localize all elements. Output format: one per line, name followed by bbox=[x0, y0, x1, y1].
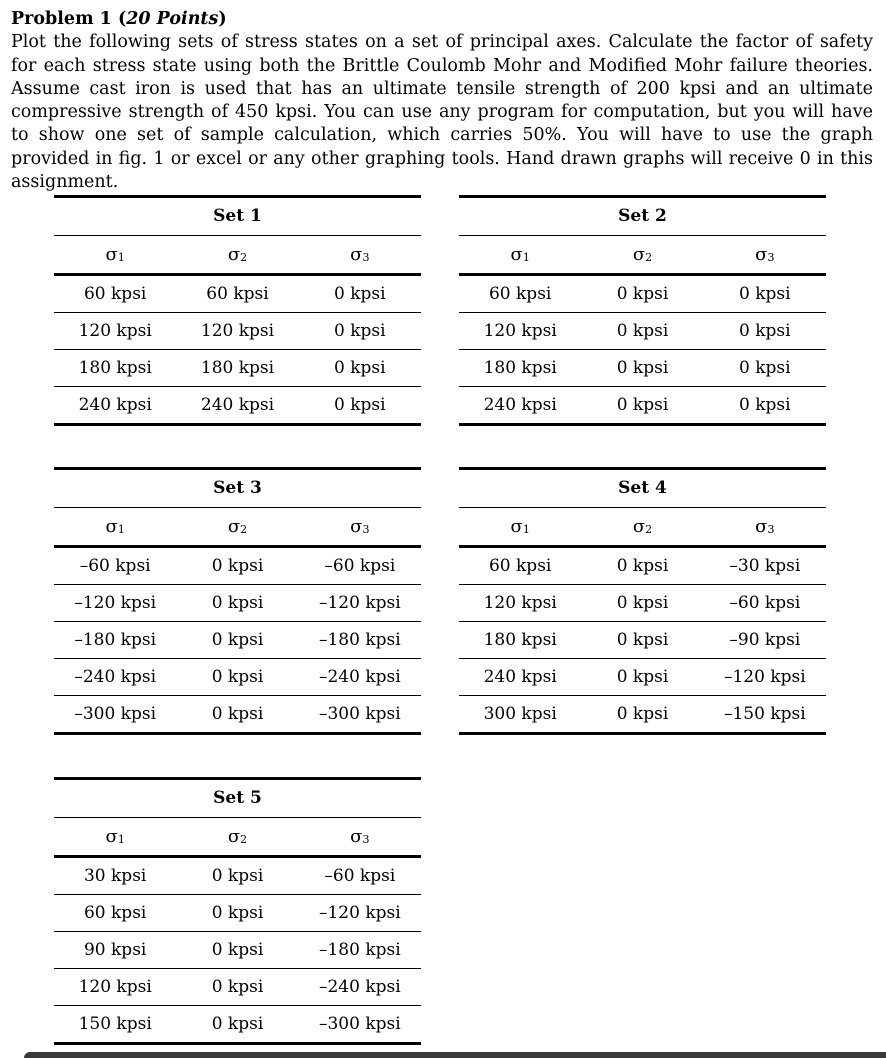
table-cell-sigma-3: 0 kpsi bbox=[334, 284, 386, 304]
column-header-sigma-2 bbox=[176, 244, 298, 265]
sigma-symbol: σ bbox=[632, 244, 646, 265]
column-header-sigma-2 bbox=[581, 244, 703, 265]
stress-table-set-4 bbox=[459, 467, 826, 735]
table-row bbox=[54, 696, 421, 732]
table-cell-sigma-1: 300 kpsi bbox=[483, 704, 557, 724]
table-cell-sigma-3: –180 kpsi bbox=[318, 940, 401, 960]
table-cell-sigma-3: –240 kpsi bbox=[318, 977, 401, 997]
sigma-subscript: 3 bbox=[362, 833, 370, 846]
table-bottom-rule bbox=[459, 423, 826, 426]
table-cell-sigma-1: 90 kpsi bbox=[83, 940, 147, 960]
column-header-sigma-3 bbox=[299, 826, 421, 847]
table-cell-sigma-3: –240 kpsi bbox=[318, 667, 401, 687]
set-title: Set 4 bbox=[618, 478, 667, 498]
sigma-subscript: 2 bbox=[240, 833, 248, 846]
sigma-subscript: 3 bbox=[767, 251, 775, 264]
table-cell-sigma-3: 0 kpsi bbox=[334, 321, 386, 341]
table-cell-sigma-1: 240 kpsi bbox=[483, 667, 557, 687]
table-header-row bbox=[459, 236, 826, 273]
table-cell-sigma-3: 0 kpsi bbox=[334, 358, 386, 378]
set-title: Set 3 bbox=[213, 478, 262, 498]
problem-heading bbox=[11, 8, 873, 31]
table-cell-sigma-1: 120 kpsi bbox=[483, 321, 557, 341]
set-title: Set 1 bbox=[213, 206, 262, 226]
table-cell-sigma-1: 240 kpsi bbox=[78, 395, 152, 415]
sigma-symbol: σ bbox=[350, 826, 363, 847]
problem-title: Problem 1 ( bbox=[11, 9, 127, 29]
table-cell-sigma-3: –300 kpsi bbox=[318, 1014, 401, 1034]
column-header-sigma-3 bbox=[704, 244, 826, 265]
sigma-subscript: 3 bbox=[362, 251, 370, 264]
table-row bbox=[459, 659, 826, 695]
table-cell-sigma-2: 240 kpsi bbox=[200, 395, 275, 415]
sigma-symbol: σ bbox=[105, 244, 118, 265]
sigma-symbol: σ bbox=[510, 516, 523, 537]
table-row bbox=[54, 622, 421, 658]
sigma-symbol: σ bbox=[227, 244, 241, 265]
table-row bbox=[54, 659, 421, 695]
column-header-sigma-2 bbox=[176, 516, 298, 537]
sigma-symbol: σ bbox=[510, 244, 523, 265]
table-cell-sigma-2: 0 kpsi bbox=[616, 704, 669, 724]
table-row bbox=[459, 585, 826, 621]
table-cell-sigma-2: 0 kpsi bbox=[616, 321, 669, 341]
table-cell-sigma-1: –120 kpsi bbox=[74, 593, 157, 613]
table-row bbox=[54, 932, 421, 968]
sigma-subscript: 2 bbox=[240, 251, 248, 264]
table-row bbox=[459, 350, 826, 386]
table-row bbox=[54, 548, 421, 584]
table-cell-sigma-3: –120 kpsi bbox=[318, 593, 401, 613]
table-cell-sigma-3: –120 kpsi bbox=[318, 903, 401, 923]
problem-statement bbox=[11, 8, 873, 194]
table-cell-sigma-1: 60 kpsi bbox=[488, 284, 552, 304]
table-cell-sigma-1: 180 kpsi bbox=[483, 630, 557, 650]
sigma-subscript: 1 bbox=[522, 523, 530, 536]
table-row bbox=[459, 548, 826, 584]
table-row bbox=[54, 276, 421, 312]
table-cell-sigma-1: 240 kpsi bbox=[483, 395, 557, 415]
table-cell-sigma-1: –240 kpsi bbox=[74, 667, 157, 687]
set-title: Set 2 bbox=[618, 206, 667, 226]
table-cell-sigma-1: 60 kpsi bbox=[83, 284, 147, 304]
table-row bbox=[54, 350, 421, 386]
table-cell-sigma-1: –300 kpsi bbox=[74, 704, 157, 724]
sigma-symbol: σ bbox=[227, 826, 241, 847]
sigma-subscript: 2 bbox=[645, 251, 653, 264]
stress-table-set-2 bbox=[459, 195, 826, 426]
sigma-subscript: 1 bbox=[117, 833, 125, 846]
sigma-symbol: σ bbox=[350, 244, 363, 265]
column-header-sigma-2 bbox=[581, 516, 703, 537]
table-cell-sigma-3: 0 kpsi bbox=[739, 321, 791, 341]
table-cell-sigma-2: 0 kpsi bbox=[616, 395, 669, 415]
column-header-sigma-3 bbox=[299, 516, 421, 537]
table-header-row bbox=[54, 818, 421, 855]
table-cell-sigma-2: 0 kpsi bbox=[616, 358, 669, 378]
table-cell-sigma-1: –180 kpsi bbox=[74, 630, 157, 650]
table-cell-sigma-2: 0 kpsi bbox=[211, 866, 264, 886]
table-cell-sigma-2: 0 kpsi bbox=[616, 630, 669, 650]
table-cell-sigma-3: 0 kpsi bbox=[739, 395, 791, 415]
column-header-sigma-3 bbox=[299, 244, 421, 265]
sigma-symbol: σ bbox=[350, 516, 363, 537]
sigma-subscript: 2 bbox=[645, 523, 653, 536]
table-row bbox=[459, 276, 826, 312]
table-cell-sigma-2: 0 kpsi bbox=[211, 593, 264, 613]
table-cell-sigma-2: 180 kpsi bbox=[200, 358, 275, 378]
problem-body: Plot the following sets of stress states on a set of principal axes. Calculate the factor of safety for each stress state using both the Brittle Coulomb Mohr and Modified Mohr failure theories. Assume cast iron is used that has an ultimate tensile strength of 200 kpsi and an ultimate compressive strength of 450 kpsi. You can use any program for computation, but you will have to show one set of sample calculation, which carries 50%. You will have to use the graph provided in fig. 1 or excel or any other graphing tools. Hand drawn graphs will receive 0 in this assignment. bbox=[11, 32, 873, 193]
table-cell-sigma-3: –300 kpsi bbox=[318, 704, 401, 724]
table-cell-sigma-3: –30 kpsi bbox=[729, 556, 801, 576]
table-cell-sigma-2: 0 kpsi bbox=[211, 630, 264, 650]
stress-table-set-1 bbox=[54, 195, 421, 426]
table-cell-sigma-3: –60 kpsi bbox=[324, 866, 396, 886]
table-cell-sigma-1: 120 kpsi bbox=[78, 321, 152, 341]
problem-points: 20 Points bbox=[126, 9, 219, 29]
sigma-subscript: 1 bbox=[117, 523, 125, 536]
sigma-subscript: 1 bbox=[522, 251, 530, 264]
scrollbar[interactable] bbox=[24, 1052, 886, 1058]
table-cell-sigma-1: 120 kpsi bbox=[78, 977, 152, 997]
table-row bbox=[54, 858, 421, 894]
sigma-symbol: σ bbox=[632, 516, 646, 537]
table-cell-sigma-1: 60 kpsi bbox=[83, 903, 147, 923]
table-cell-sigma-2: 0 kpsi bbox=[616, 284, 669, 304]
table-header-row bbox=[54, 508, 421, 545]
table-cell-sigma-3: –180 kpsi bbox=[318, 630, 401, 650]
sigma-symbol: σ bbox=[755, 516, 768, 537]
table-row bbox=[54, 1006, 421, 1042]
table-cell-sigma-1: 150 kpsi bbox=[78, 1014, 152, 1034]
table-row bbox=[54, 585, 421, 621]
table-cell-sigma-2: 0 kpsi bbox=[616, 667, 669, 687]
table-cell-sigma-1: 60 kpsi bbox=[488, 556, 552, 576]
column-header-sigma-1 bbox=[459, 516, 581, 537]
column-header-sigma-1 bbox=[54, 826, 176, 847]
table-cell-sigma-3: 0 kpsi bbox=[334, 395, 386, 415]
table-cell-sigma-2: 60 kpsi bbox=[206, 284, 269, 304]
table-cell-sigma-2: 0 kpsi bbox=[616, 556, 669, 576]
table-cell-sigma-1: 30 kpsi bbox=[83, 866, 147, 886]
table-cell-sigma-2: 120 kpsi bbox=[200, 321, 275, 341]
table-cell-sigma-3: –60 kpsi bbox=[324, 556, 396, 576]
table-cell-sigma-2: 0 kpsi bbox=[211, 940, 264, 960]
column-header-sigma-1 bbox=[54, 244, 176, 265]
table-row bbox=[459, 696, 826, 732]
table-row bbox=[459, 387, 826, 423]
table-cell-sigma-2: 0 kpsi bbox=[211, 977, 264, 997]
table-row bbox=[54, 969, 421, 1005]
sigma-symbol: σ bbox=[227, 516, 241, 537]
column-header-sigma-1 bbox=[54, 516, 176, 537]
sigma-subscript: 3 bbox=[362, 523, 370, 536]
table-cell-sigma-2: 0 kpsi bbox=[211, 667, 264, 687]
table-cell-sigma-3: –150 kpsi bbox=[723, 704, 806, 724]
table-cell-sigma-3: –120 kpsi bbox=[723, 667, 806, 687]
sigma-subscript: 2 bbox=[240, 523, 248, 536]
table-row bbox=[54, 313, 421, 349]
table-row bbox=[459, 313, 826, 349]
table-row bbox=[54, 895, 421, 931]
column-header-sigma-1 bbox=[459, 244, 581, 265]
table-cell-sigma-1: 120 kpsi bbox=[483, 593, 557, 613]
table-cell-sigma-3: –60 kpsi bbox=[729, 593, 801, 613]
table-cell-sigma-2: 0 kpsi bbox=[211, 556, 264, 576]
table-cell-sigma-3: 0 kpsi bbox=[739, 358, 791, 378]
sigma-symbol: σ bbox=[105, 826, 118, 847]
table-cell-sigma-2: 0 kpsi bbox=[211, 704, 264, 724]
table-cell-sigma-1: 180 kpsi bbox=[78, 358, 152, 378]
table-bottom-rule bbox=[54, 732, 421, 735]
stress-table-set-3 bbox=[54, 467, 421, 735]
table-header-row bbox=[54, 236, 421, 273]
table-row bbox=[54, 387, 421, 423]
table-cell-sigma-2: 0 kpsi bbox=[211, 903, 264, 923]
table-row bbox=[459, 622, 826, 658]
table-cell-sigma-3: 0 kpsi bbox=[739, 284, 791, 304]
sigma-symbol: σ bbox=[105, 516, 118, 537]
table-bottom-rule bbox=[54, 423, 421, 426]
stress-table-set-5 bbox=[54, 777, 421, 1045]
sigma-subscript: 1 bbox=[117, 251, 125, 264]
sigma-symbol: σ bbox=[755, 244, 768, 265]
column-header-sigma-3 bbox=[704, 516, 826, 537]
sigma-subscript: 3 bbox=[767, 523, 775, 536]
table-bottom-rule bbox=[459, 732, 826, 735]
table-cell-sigma-1: –60 kpsi bbox=[79, 556, 151, 576]
table-cell-sigma-2: 0 kpsi bbox=[211, 1014, 264, 1034]
table-header-row bbox=[459, 508, 826, 545]
table-bottom-rule bbox=[54, 1042, 421, 1045]
problem-title-close: ) bbox=[218, 9, 227, 29]
set-title: Set 5 bbox=[213, 788, 262, 808]
column-header-sigma-2 bbox=[176, 826, 298, 847]
table-cell-sigma-1: 180 kpsi bbox=[483, 358, 557, 378]
table-cell-sigma-3: –90 kpsi bbox=[729, 630, 801, 650]
table-cell-sigma-2: 0 kpsi bbox=[616, 593, 669, 613]
